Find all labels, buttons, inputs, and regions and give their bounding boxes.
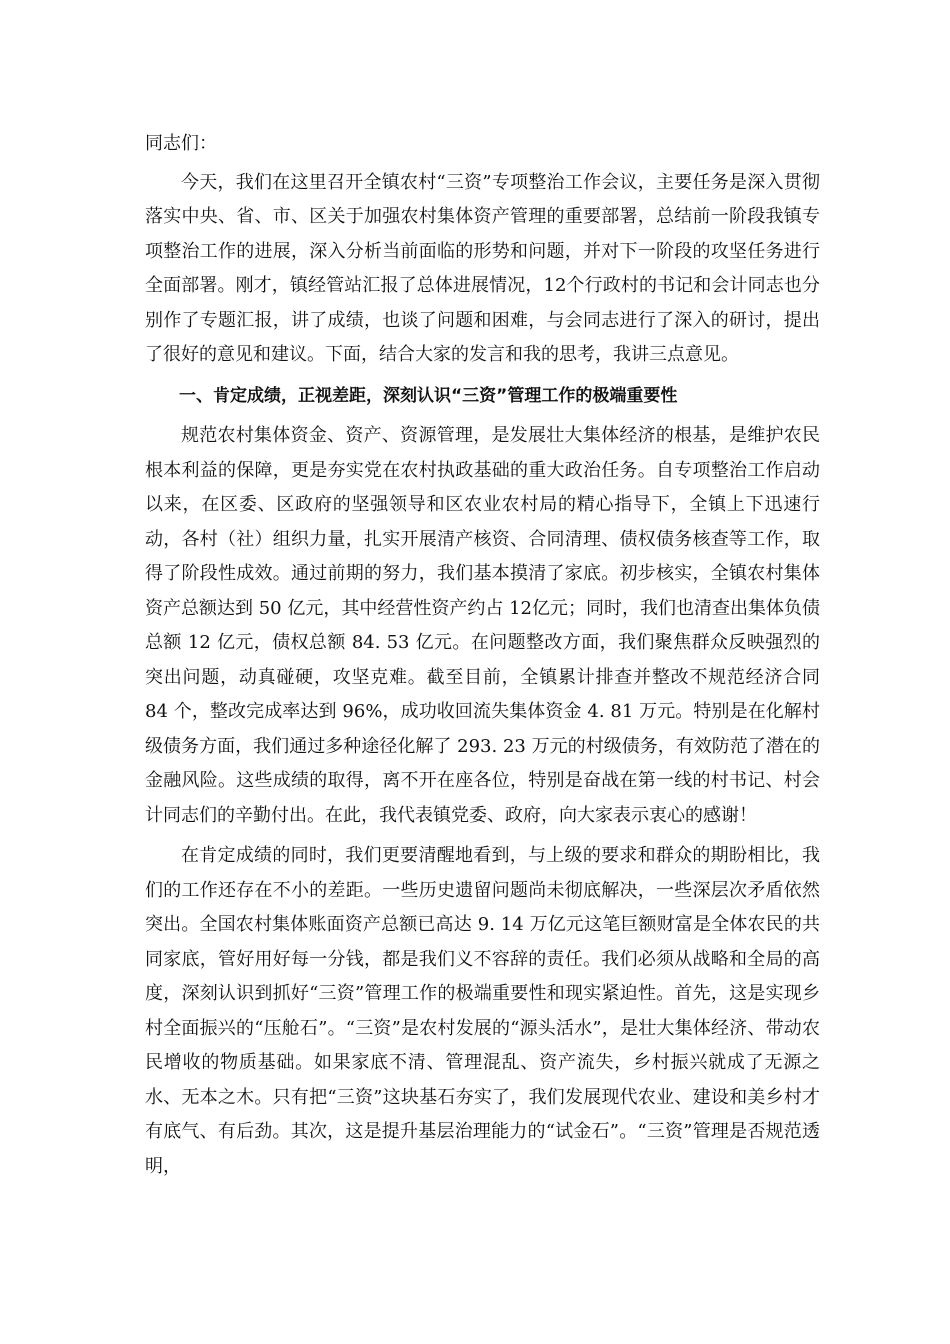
paragraph-achievements: 规范农村集体资金、资产、资源管理，是发展壮大集体经济的根基，是维护农民根本利益的保障，更是夯实党在农村执政基础的重大政治任务。自专项整治工作启动以来，在区委、区政府的坚强领导和区农业农村局的精心指导下，全镇上下迅速行动，各村（社）组织力量，扎实开展清产核资、合同清理、债权债务核查等工作，取得了阶段性成效。通过前期的努力，我们基本摸清了家底。初步核实，全镇农村集体资产总额达到 50 亿元，其中经营性资产约占 12亿元；同时，我们也清查出集体负债总额 12 亿元，债权总额 84. 53 亿元。在问题整改方面，我们聚焦群众反映强烈的突出问题，动真碰硬，攻坚克难。截至目前，全镇累计排查并整改不规范经济合同 84 个，整改完成率达到 96%，成功收回流失集体资金 4. 81 万元。特别是在化解村级债务方面，我们通过多种途径化解了 293. 23 万元的村级债务，有效防范了潜在的金融风险。这些成绩的取得，离不开在座各位，特别是奋战在第一线的村书记、村会计同志们的辛勤付出。在此，我代表镇党委、政府，向大家表示衷心的感谢！ [145, 425, 820, 826]
paragraph-opening: 今天，我们在这里召开全镇农村“三资”专项整治工作会议，主要任务是深入贯彻落实中央、省、市、区关于加强农村集体资产管理的重要部署，总结前一阶段我镇专项整治工作的进展，深入分析当前面临的形势和问题，并对下一阶段的攻坚任务进行全面部署。刚才，镇经管站汇报了总体进展情况，12个行政村的书记和会计同志也分别作了专题汇报，讲了成绩，也谈了问题和困难，与会同志进行了深入的研讨，提出了很好的意见和建议。下面，结合大家的发言和我的思考，我讲三点意见。 [145, 171, 820, 365]
document-page [145, 127, 820, 1190]
salutation: 同志们： [145, 133, 217, 154]
section-heading-1: 一、肯定成绩，正视差距，深刻认识“三资”管理工作的极端重要性 [179, 385, 678, 406]
paragraph-gaps: 在肯定成绩的同时，我们更要清醒地看到，与上级的要求和群众的期盼相比，我们的工作还存在不小的差距。一些历史遗留问题尚未彻底解决，一些深层次矛盾依然突出。全国农村集体账面资产总额已高达 9. 14 万亿元这笔巨额财富是全体农民的共同家底，管好用好每一分钱，都是我们义不容辞的责任。我们必须从战略和全局的高度，深刻认识到抓好“三资”管理工作的极端重要性和现实紧迫性。首先，这是实现乡村全面振兴的“压舱石”。“三资”是农村发展的“源头活水”，是壮大集体经济、带动农民增收的物质基础。如果家底不清、管理混乱、资产流失，乡村振兴就成了无源之水、无本之木。只有把“三资”这块基石夯实了，我们发展现代农业、建设和美乡村才有底气、有后劲。其次，这是提升基层治理能力的“试金石”。“三资”管理是否规范透明， [145, 845, 820, 1177]
